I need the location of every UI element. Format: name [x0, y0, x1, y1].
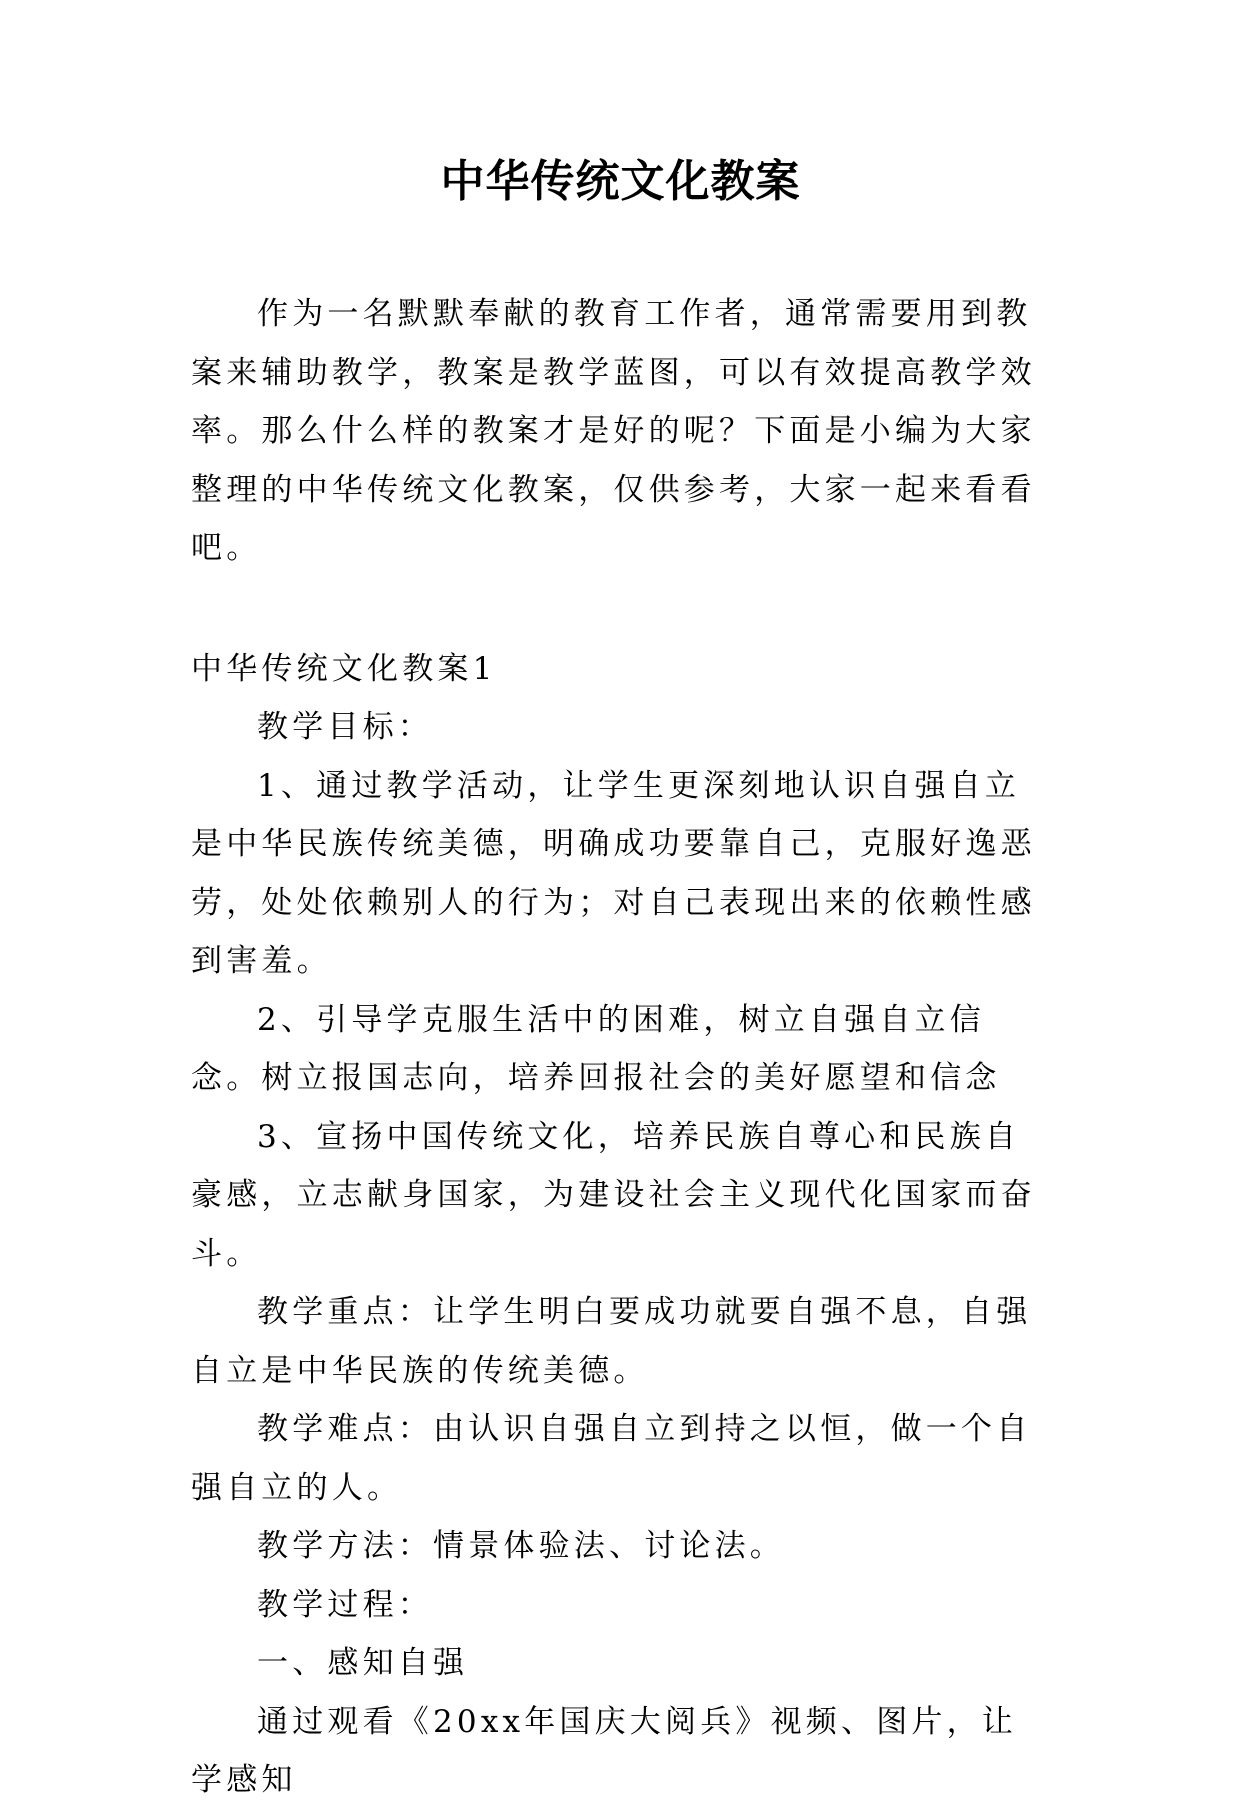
- paragraph-goal-2: 2、引导学克服生活中的困难，树立自强自立信念。树立报国志向，培养回报社会的美好愿望和信念: [191, 1001, 1001, 1096]
- paragraph-step-1-detail: 通过观看《20xx年国庆大阅兵》视频、图片，让学感知: [191, 1703, 1018, 1798]
- document-body: [191, 285, 1051, 1810]
- paragraph-key-point: 教学重点：让学生明白要成功就要自强不息，自强自立是中华民族的传统美德。: [191, 1294, 1032, 1389]
- paragraph-goal-3: 3、宣扬中国传统文化，培养民族自尊心和民族自豪感，立志献身国家，为建设社会主义现代化国家而奋斗。: [191, 1118, 1036, 1272]
- intro-paragraph: 作为一名默默奉献的教育工作者，通常需要用到教案来辅助教学，教案是教学蓝图，可以有效提高教学效率。那么什么样的教案才是好的呢？下面是小编为大家整理的中华传统文化教案，仅供参考，大家一起来看看吧。: [191, 296, 1036, 566]
- section-heading: 中华传统文化教案1: [191, 650, 497, 687]
- paragraph-goal-1: 1、通过教学活动，让学生更深刻地认识自强自立是中华民族传统美德，明确成功要靠自己，克服好逸恶劳，处处依赖别人的行为；对自己表现出来的依赖性感到害羞。: [191, 767, 1036, 979]
- paragraph-method: 教学方法：情景体验法、讨论法。: [257, 1528, 785, 1564]
- paragraph-teaching-goals: 教学目标：: [257, 709, 433, 745]
- document-title: 中华传统文化教案: [440, 156, 801, 207]
- paragraph-step-1: 一、感知自强: [257, 1645, 469, 1681]
- paragraph-process: 教学过程：: [257, 1586, 433, 1623]
- paragraph-difficulty: 教学难点：由认识自强自立到持之以恒，做一个自强自立的人。: [191, 1411, 1032, 1506]
